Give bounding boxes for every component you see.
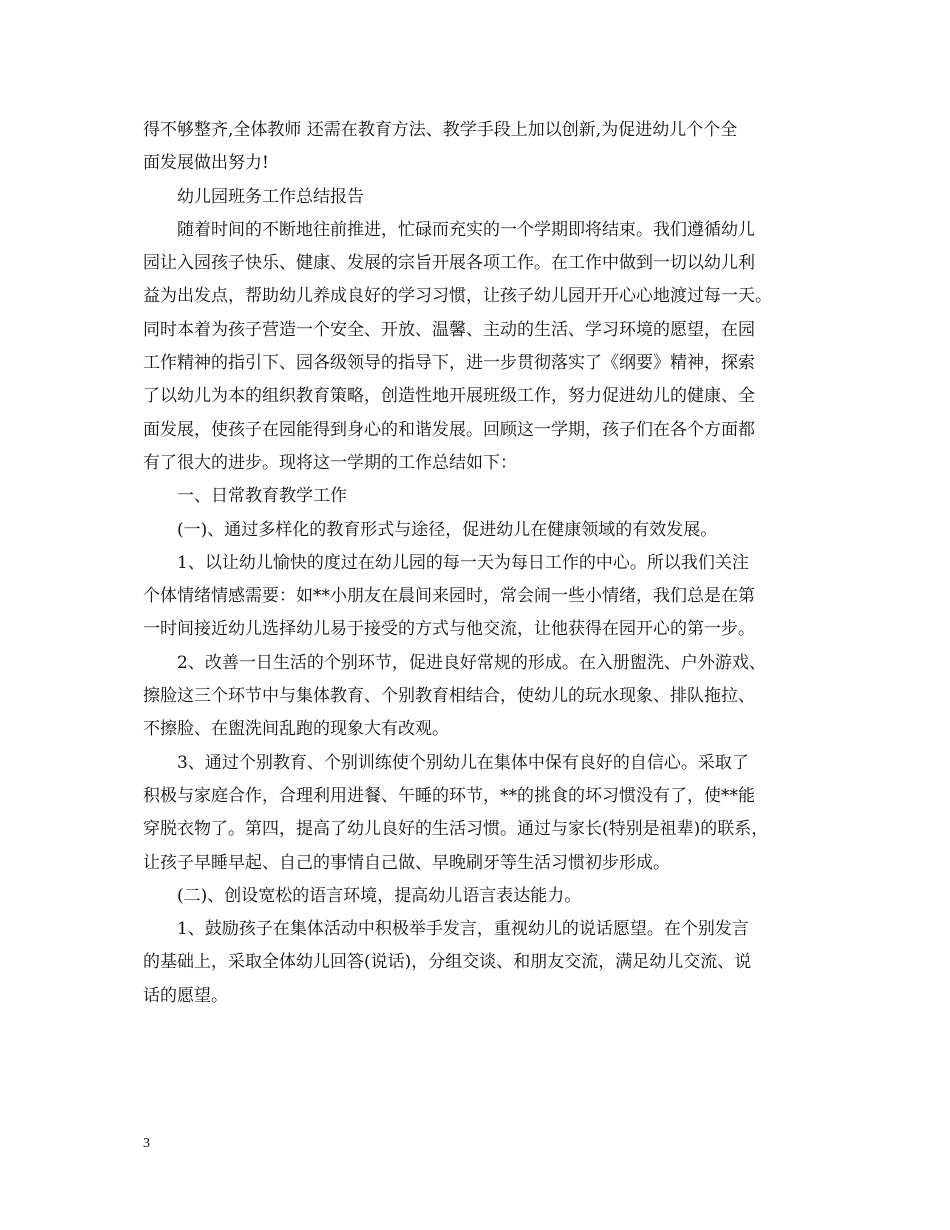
text-line: 面发展做出努力! bbox=[143, 153, 269, 174]
text-line: 让孩子早睡早起、自己的事情自己做、早晚刷牙等生活习惯初步形成。 bbox=[143, 852, 670, 873]
text-line: 随着时间的不断地往前推进，忙碌而充实的一个学期即将结束。我们遵循幼儿 bbox=[177, 219, 755, 240]
text-line: 园让入园孩子快乐、健康、发展的宗旨开展各项工作。在工作中做到一切以幼儿利 bbox=[143, 253, 755, 274]
text-line: 幼儿园班务工作总结报告 bbox=[177, 186, 364, 207]
text-line: 的基础上，采取全体幼儿回答(说话)，分组交谈、和朋友交流，满足幼儿交流、说 bbox=[143, 952, 752, 973]
text-line: 积极与家庭合作，合理利用进餐、午睡的环节，**的挑食的坏习惯没有了，使**能 bbox=[143, 785, 755, 806]
text-line: 得不够整齐,全体教师 还需在教育方法、教学手段上加以创新,为促进幼儿个个全 bbox=[143, 120, 738, 140]
text-line: (二)、创设宽松的语言环境，提高幼儿语言表达能力。 bbox=[177, 885, 582, 906]
text-line: 了以幼儿为本的组织教育策略，创造性地开展班级工作，努力促进幼儿的健康、全 bbox=[143, 386, 755, 407]
text-line: 2、改善一日生活的个别环节，促进良好常规的形成。在入册盥洗、户外游戏、 bbox=[177, 652, 766, 673]
text-line: 面发展，使孩子在园能得到身心的和谐发展。回顾这一学期，孩子们在各个方面都 bbox=[143, 419, 755, 440]
text-line: 同时本着为孩子营造一个安全、开放、温馨、主动的生活、学习环境的愿望，在园 bbox=[143, 319, 755, 340]
text-line: 一时间接近幼儿选择幼儿易于接受的方式与他交流，让他获得在园开心的第一步。 bbox=[143, 619, 755, 640]
text-line: 3、通过个别教育、个别训练使个别幼儿在集体中保有良好的自信心。采取了 bbox=[177, 752, 749, 773]
document-body bbox=[143, 114, 826, 1013]
text-line: 1、以让幼儿愉快的度过在幼儿园的每一天为每日工作的中心。所以我们关注 bbox=[177, 552, 749, 573]
text-line: 穿脱衣物了。第四，提高了幼儿良好的生活习惯。通过与家长(特别是祖辈)的联系， bbox=[143, 819, 769, 840]
text-line: 擦脸这三个环节中与集体教育、个别教育相结合，使幼儿的玩水现象、排队拖拉、 bbox=[143, 686, 755, 707]
text-line: (一)、通过多样化的教育形式与途径，促进幼儿在健康领域的有效发展。 bbox=[177, 519, 718, 540]
text-line: 一、日常教育教学工作 bbox=[177, 486, 347, 507]
text-line: 1、鼓励孩子在集体活动中积极举手发言，重视幼儿的说话愿望。在个别发言 bbox=[177, 919, 749, 940]
text-line: 不擦脸、在盥洗间乱跑的现象大有改观。 bbox=[143, 719, 449, 740]
text-line: 话的愿望。 bbox=[143, 985, 228, 1006]
text-line: 有了很大的进步。现将这一学期的工作总结如下： bbox=[143, 452, 517, 473]
text-line: 益为出发点，帮助幼儿养成良好的学习习惯，让孩子幼儿园开开心心地渡过每一天。 bbox=[143, 286, 772, 307]
text-line: 个体情绪情感需要：如**小朋友在晨间来园时，常会闹一些小情绪，我们总是在第 bbox=[143, 586, 755, 607]
page-number: 3 bbox=[143, 1136, 150, 1151]
text-line: 工作精神的指引下、园各级领导的指导下，进一步贯彻落实了《纲要》精神，探索 bbox=[143, 353, 755, 374]
